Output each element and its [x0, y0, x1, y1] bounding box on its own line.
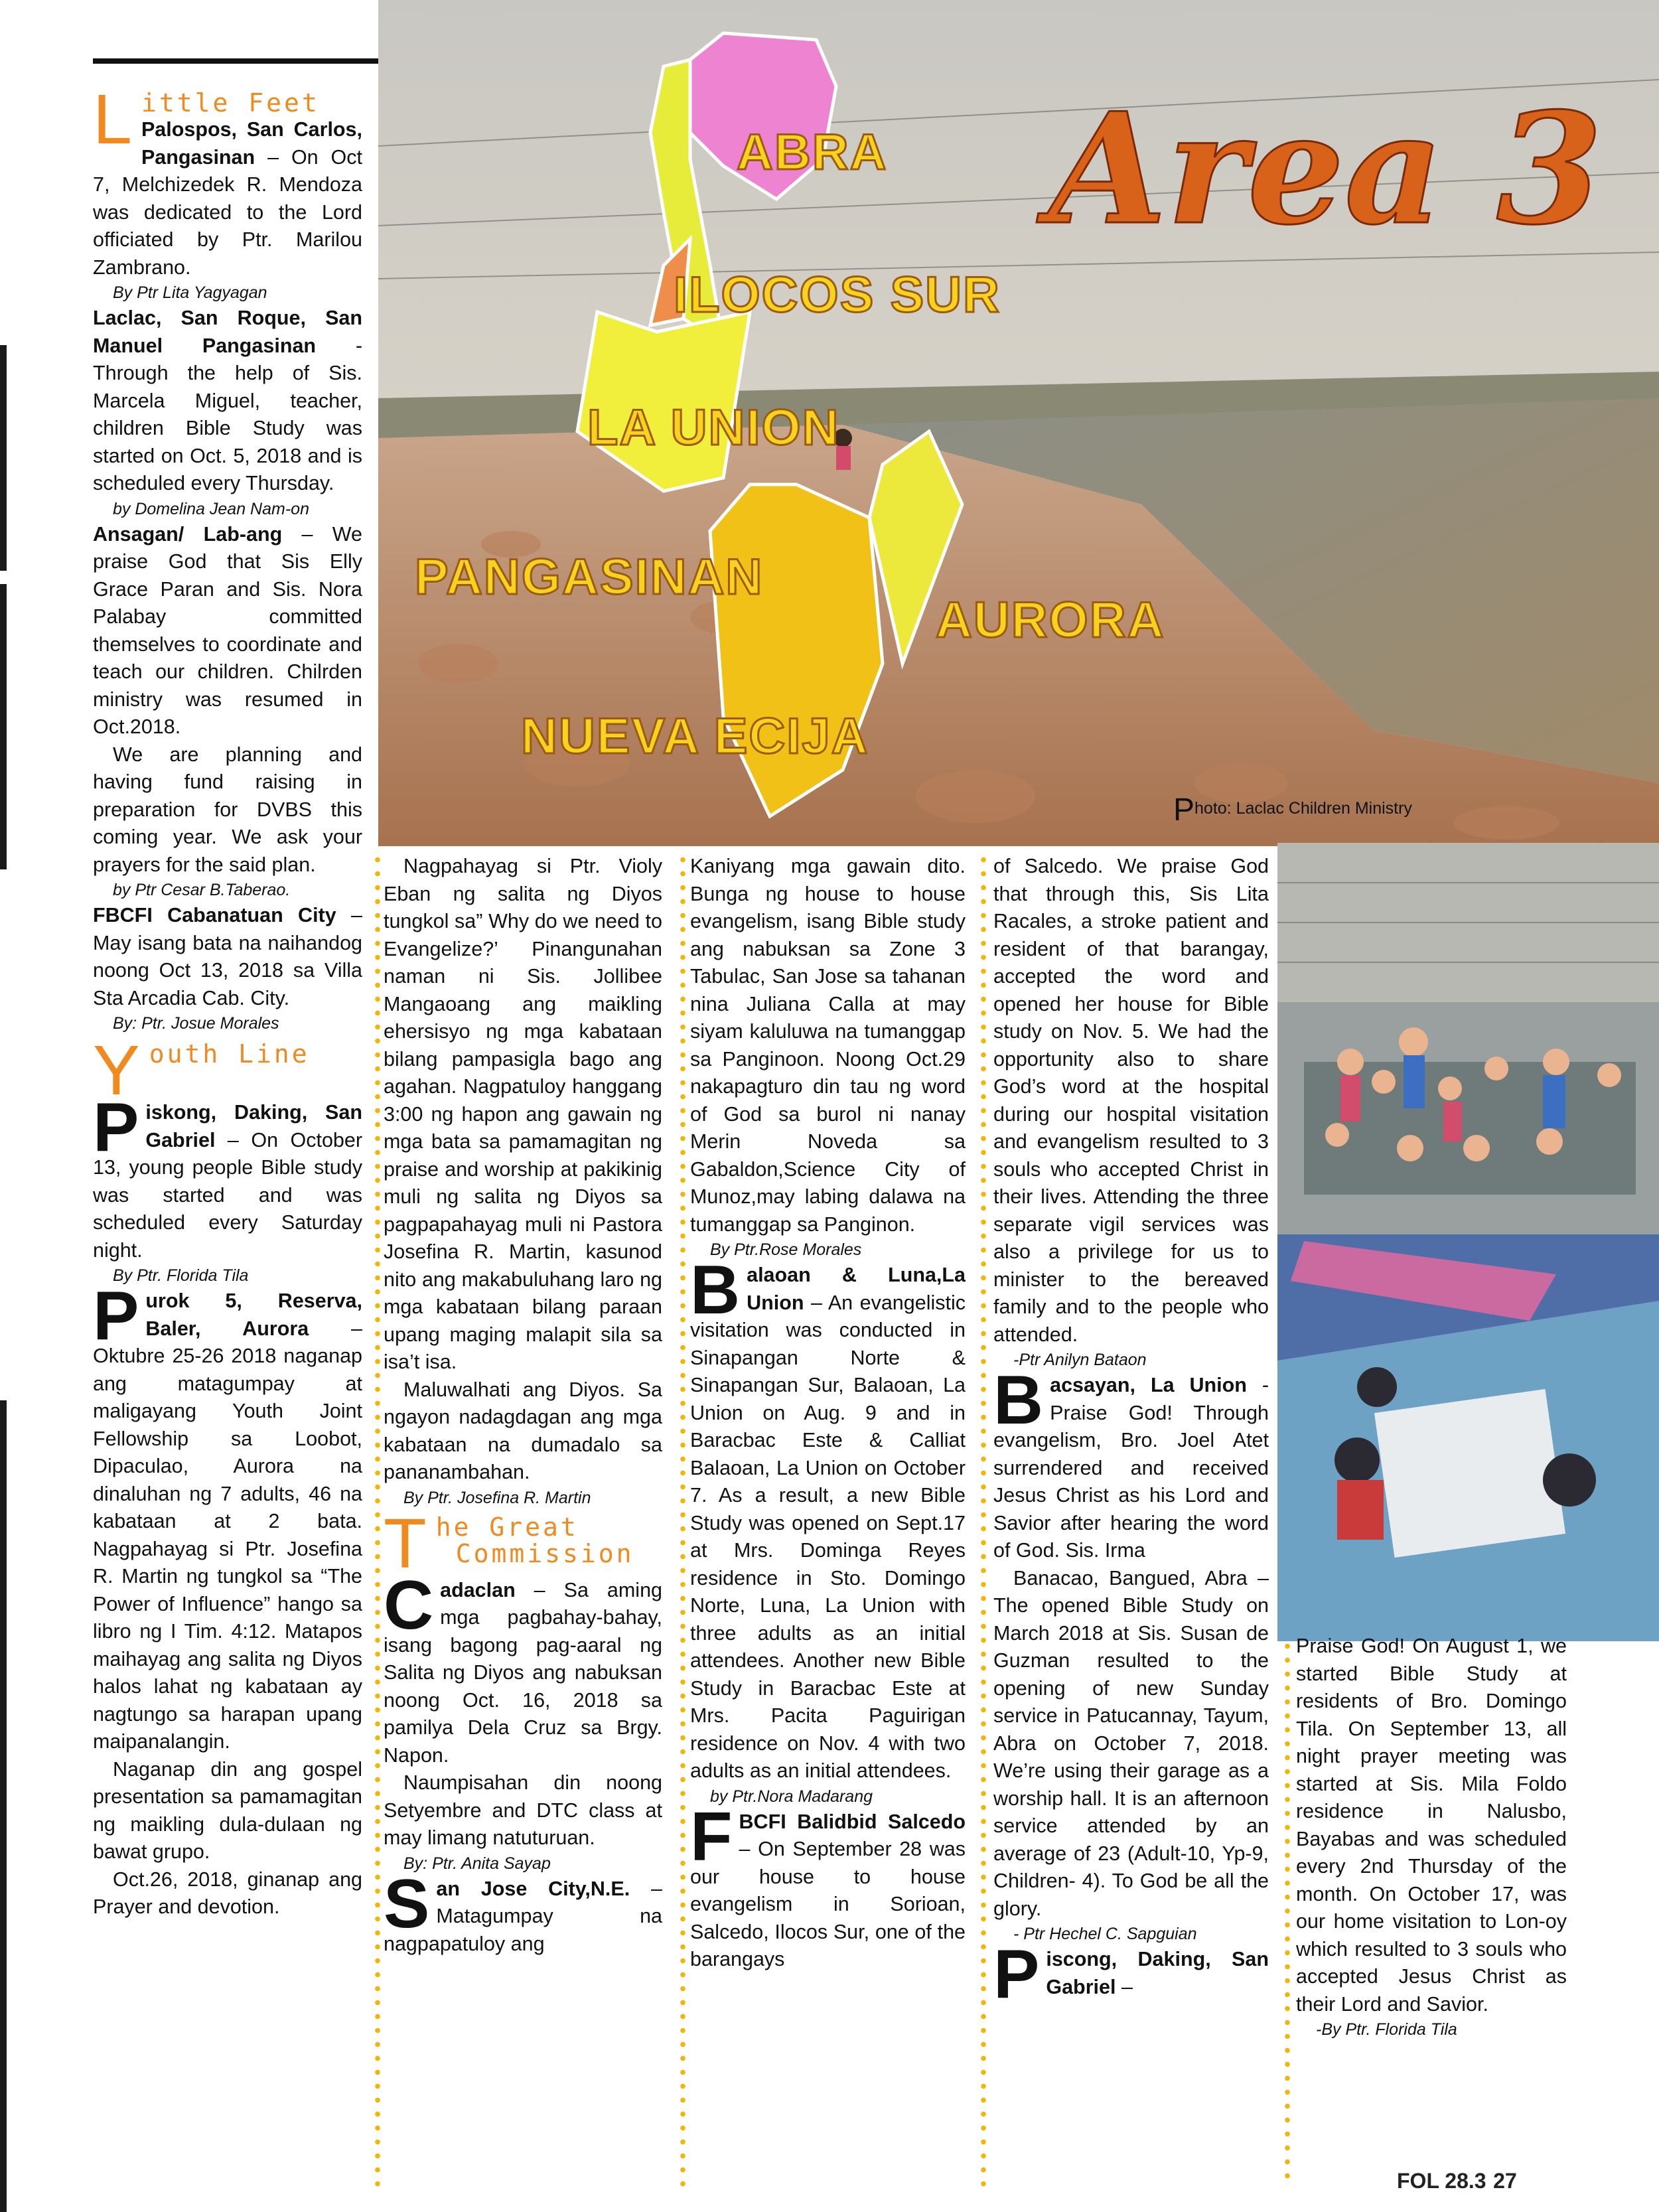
- byline: By Ptr. Florida Tila: [113, 1266, 249, 1285]
- byline: by Ptr Cesar B.Taberao.: [113, 881, 291, 899]
- column-divider: [375, 853, 380, 2187]
- byline: By Ptr.Rose Morales: [710, 1240, 862, 1259]
- article-cabanatuan: FBCFI Cabanatuan City – May isang bata na naihandog noong Oct 13, 2018 sa Villa Sta Arcadia Cab. City.: [93, 904, 362, 1009]
- article-piscong-cont: Praise God! On August 1, we started Bible Study at residents of Bro. Domingo Tila. On September 13, all night prayer meeting was started at Sis. Mila Foldo residence in Nalusbo, Bayabas and was scheduled every 2nd Thursday of the month. On October 17, was our home visitation to Lon-oy which resulted to 3 souls who accepted Jesus Christ as their Lord and Savior.: [1296, 1635, 1567, 2016]
- section-little-feet: Little Feet: [93, 80, 320, 159]
- byline: By Ptr Lita Yagyagan: [113, 283, 267, 302]
- byline: By: Ptr. Josue Morales: [113, 1014, 279, 1033]
- column-divider: [680, 853, 685, 2187]
- section-great-commission: The Great Commission: [384, 1504, 634, 1583]
- map-label-nueva-ecija: NUEVA ECIJA: [521, 708, 869, 765]
- article-piscong: Piscong, Daking, San Gabriel –: [993, 1936, 1269, 2013]
- article-balaoan: Balaoan & Luna,La Union – An evangelistic visitation was conducted in Sinapangan Norte & Sinapangan Sur, Balaoan, La Union on Aug. 9 and in Baracbac Este & Calliat Balaoan, La Union on October 7. As a result, a new Bible Study was opened on Sept.17 at Mrs. Dominga Reyes residence in Sto. Domingo Norte, Luna, La Union with three adults as an initial attendees. Another new Bible Study in Baracbac Este at Mrs. Pacita Paguirigan residence on Nov. 4 with two adults as an initial attendees.: [690, 1252, 966, 1782]
- article-san-jose: San Jose City,N.E. – Matagumpay na nagpapatuloy ang: [384, 1865, 662, 1955]
- column-1: [93, 80, 363, 1921]
- photo-credit: Photo: Laclac Children Ministry: [1173, 792, 1412, 828]
- article-ansagan-p2: We are planning and having fund raising in preparation for DVBS this coming year. We ask your prayers for the said plan.: [93, 743, 362, 876]
- article-palospos: Palospos, San Carlos, Pangasinan – On Oct 7, Melchizedek R. Mendoza was dedicated to the Lord officiated by Ptr. Marilou Zambrano.: [93, 118, 362, 279]
- hero-photo: [378, 0, 1659, 846]
- article-ansagan: Ansagan/ Lab-ang – We praise God that Sis Elly Grace Paran and Sis. Nora Palabay committed themselves to coordinate and teach our children. Chilrden ministry was resumed in Oct.2018.: [93, 522, 362, 738]
- map-label-ilocos-sur: ILOCOS SUR: [674, 267, 1001, 323]
- column-2: [384, 853, 662, 1958]
- article-laclac: Laclac, San Roque, San Manuel Pangasinan - Through the help of Sis. Marcela Miguel, teacher, children Bible Study was started on Oct. 5, 2018 and is scheduled every Thursday.: [93, 307, 362, 494]
- article-youth-cont-p2: Maluwalhati ang Diyos. Sa ngayon nadagdagan ang mga kabataan na dumadalo sa pananambahan.: [384, 1378, 662, 1483]
- left-page-bleed: [0, 0, 7, 2212]
- column-4: [993, 853, 1269, 2013]
- byline: By: Ptr. Anita Sayap: [403, 1854, 551, 1873]
- column-divider: [1285, 1639, 1290, 2187]
- map-label-aurora: AURORA: [936, 592, 1165, 648]
- article-bacsayan: Bacsayan, La Union - Praise God! Through evangelism, Bro. Joel Atet surrendered and received Jesus Christ as his Lord and Savior after hearing the word of God. Sis. Irma: [993, 1362, 1269, 1562]
- children-photos-illustration: [1277, 843, 1659, 1641]
- article-cadaclan-p2: Naumpisahan din noong Setyembre and DTC class at may limang natuturuan.: [384, 1771, 662, 1849]
- article-cadaclan: Cadaclan – Sa aming mga pagbahay-bahay, isang bagong pag-aaral ng Salita ng Diyos ang nabuksan noong Oct. 16, 2018 sa pamilya Dela Cruz sa Brgy. Napon.: [384, 1566, 662, 1767]
- article-piskong: Piskong, Daking, San Gabriel – On October 13, young people Bible study was started and was scheduled every Saturday night.: [93, 1089, 362, 1262]
- hero-illustration: [378, 0, 1659, 846]
- article-purok-5-p3: Oct.26, 2018, ginanap ang Prayer and devotion.: [93, 1868, 362, 1918]
- map-label-pangasinan: PANGASINAN: [415, 549, 764, 605]
- map-label-la-union: LA UNION: [587, 400, 840, 456]
- byline: -Ptr Anilyn Bataon: [1013, 1351, 1147, 1369]
- section-youth-line: Youth Line: [93, 1031, 310, 1110]
- children-photos: [1277, 843, 1659, 1641]
- article-san-jose-cont: Kaniyang mga gawain dito. Bunga ng house to house evangelism, isang Bible study ang nabuksan sa Zone 3 Tabulac, San Jose sa tahanan nina Juliana Calla at may siyam kaluluwa na tumanggap sa Panginoon. Noong Oct.29 nakapagturo din tau ng word of God sa burol ni nanay Merin Noveda sa Gabaldon,Science City of Munoz,may labing dalawa na tumanggap sa Panginon.: [690, 855, 966, 1236]
- page-title: Area 3: [1048, 80, 1603, 259]
- column-3: [690, 853, 966, 1974]
- byline: by Domelina Jean Nam-on: [113, 499, 309, 518]
- column-5: [1296, 1633, 1567, 2041]
- article-banacao: Banacao, Bangued, Abra – The opened Bible Study on March 2018 at Sis. Susan de Guzman resulted to the opening of new Sunday service in Patucannay, Tayum, Abra on October 7, 2018. We’re using their garage as a worship hall. It is an afternoon service attended by an average of 23 (Adult-10, Yp-9, Children- 4). To God be all the glory.: [993, 1566, 1269, 1920]
- byline: By Ptr. Josefina R. Martin: [403, 1488, 591, 1507]
- column-divider: [981, 853, 986, 2187]
- map-label-abra: ABRA: [737, 124, 888, 181]
- article-youth-cont: Nagpahayag si Ptr. Violy Eban ng salita ng Diyos tungkol sa” Why do we need to Evangelize?’ Pinangunahan naman ni Sis. Jollibee Mangaoang ang maikling ehersisyo ng mga kabataan bilang pampasigla bago ang agahan. Nagpatuloy hanggang 3:00 ng hapon ang gawain ng mga bata sa pamamagitan ng praise and worship at pakikinig muli ng salita ng Diyos sa pagpapahayag muli ni Pastora Josefina R. Martin, kasunod nito ang makabuluhang laro ng mga kabataan bilang paraan upang maging malapit sila sa isa’t isa.: [384, 855, 662, 1373]
- article-purok-5: Purok 5, Reserva, Baler, Aurora – Oktubre 25-26 2018 naganap ang matagumpay at maligayang Youth Joint Fellowship sa Loobot, Dipaculao, Aurora na dinaluhan ng 7 adults, 46 na kabataan at 2 bata. Nagpahayag si Ptr. Josefina R. Martin ng tungkol sa “The Power of Influence” hango sa libro ng I Tim. 4:12. Matapos maihayag ang salita ng Diyos halos lahat ng kabataan ay nagtungo sa harapan upang maipanalangin.: [93, 1278, 363, 1753]
- article-balidbid: FBCFI Balidbid Salcedo – On September 28 was our house to house evangelism in Sorioan, Salcedo, Ilocos Sur, one of the barangays: [690, 1798, 966, 1970]
- page-footer: FOL 28.3 27: [1397, 2169, 1517, 2193]
- byline: -By Ptr. Florida Tila: [1316, 2020, 1457, 2039]
- article-balidbid-cont: of Salcedo. We praise God that through this, Sis Lita Racales, a stroke patient and resident of that barangay, accepted the word and opened her house for Bible study on Nov. 5. We had the opportunity also to share God’s word at the hospital during our hospital visitation and evangelism resulted to 3 souls who accepted Christ in their lives. Attending the three separate vigil services was also a privilege for us to minister to the bereaved family and to the people who attended.: [993, 855, 1269, 1346]
- article-purok-5-p2: Naganap din ang gospel presentation sa pamamagitan ng maikling dula-dulaan ng bawat grupo.: [93, 1757, 362, 1863]
- byline: by Ptr.Nora Madarang: [710, 1787, 873, 1806]
- byline: - Ptr Hechel C. Sapguian: [1013, 1925, 1197, 1943]
- top-rule: [93, 58, 378, 64]
